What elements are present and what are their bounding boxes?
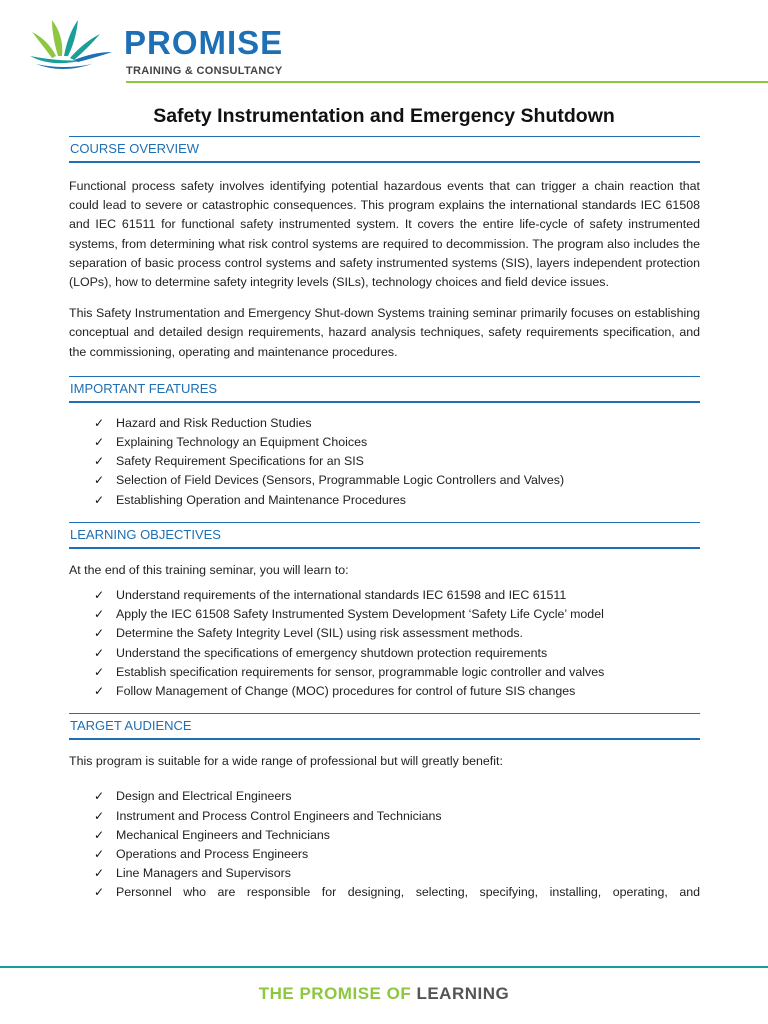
check-icon: ✓ xyxy=(94,847,105,862)
list-item: ✓ Operations and Process Engineers xyxy=(94,845,700,864)
brand-name: PROMISE xyxy=(124,24,284,61)
list-item: ✓ Understand requirements of the international standards IEC 61598 and IEC 61511 xyxy=(94,586,700,605)
section-heading-course-overview: COURSE OVERVIEW xyxy=(69,136,700,163)
list-item: ✓ Line Managers and Supervisors xyxy=(94,864,700,883)
section-heading-target-audience: TARGET AUDIENCE xyxy=(69,713,700,740)
section-heading-important-features: IMPORTANT FEATURES xyxy=(69,376,700,403)
footer-divider xyxy=(0,966,768,968)
check-icon: ✓ xyxy=(94,827,105,842)
footer-slogan-part1: THE PROMISE OF xyxy=(258,984,412,1003)
objectives-intro: At the end of this training seminar, you will learn to: xyxy=(69,562,349,577)
check-icon: ✓ xyxy=(94,866,105,881)
check-icon: ✓ xyxy=(94,435,105,450)
audience-list xyxy=(69,787,700,902)
check-icon: ✓ xyxy=(94,454,105,469)
lotus-logo-icon xyxy=(22,12,122,78)
check-icon: ✓ xyxy=(94,664,105,679)
page-title: Safety Instrumentation and Emergency Shutdown xyxy=(153,105,615,127)
check-icon: ✓ xyxy=(94,607,105,622)
list-item: ✓ Instrument and Process Control Engineers and Technicians xyxy=(94,807,700,826)
check-icon: ✓ xyxy=(94,789,105,804)
page-header xyxy=(0,0,768,84)
footer-slogan-part2: LEARNING xyxy=(416,984,510,1003)
check-icon: ✓ xyxy=(94,645,105,660)
list-item: ✓ Follow Management of Change (MOC) procedures for control of future SIS changes xyxy=(94,682,700,701)
course-content xyxy=(69,136,700,903)
list-item: ✓ Determine the Safety Integrity Level (SIL) using risk assessment methods. xyxy=(94,624,700,643)
check-icon: ✓ xyxy=(94,684,105,699)
check-icon: ✓ xyxy=(94,415,105,430)
list-item: ✓ Personnel who are responsible for designing, selecting, specifying, installing, operating, and xyxy=(94,883,700,902)
list-item: ✓ Establishing Operation and Maintenance Procedures xyxy=(94,491,700,510)
check-icon: ✓ xyxy=(94,885,105,900)
list-item: ✓ Explaining Technology an Equipment Choices xyxy=(94,433,700,452)
list-item: ✓ Establish specification requirements for sensor, programmable logic controller and valves xyxy=(94,663,700,682)
header-divider xyxy=(126,81,768,83)
footer-slogan xyxy=(0,984,768,1004)
overview-paragraph: Functional process safety involves identifying potential hazardous events that can trigger a chain reaction that could lead to severe or catastrophic consequences. This program explains the international standards IEC 61508 and IEC 61511 for functional safety instrumented system. It covers the entire life-cycle of safety instrumented systems, from determining what risk control systems are required to decommission. The program also includes the separation of basic process control systems and safety instrumented systems (SIS), layers independent protection (LOPs), how to determine safety integrity levels (SILs), technology choices and field device issues. xyxy=(69,179,700,290)
list-item: ✓ Design and Electrical Engineers xyxy=(94,787,700,806)
section-heading-learning-objectives: LEARNING OBJECTIVES xyxy=(69,522,700,549)
objectives-list xyxy=(69,586,700,701)
list-item: ✓ Hazard and Risk Reduction Studies xyxy=(94,414,700,433)
brand-tagline: TRAINING & CONSULTANCY xyxy=(126,65,283,77)
audience-intro: This program is suitable for a wide range of professional but will greatly benefit: xyxy=(69,754,503,769)
list-item: ✓ Understand the specifications of emergency shutdown protection requirements xyxy=(94,644,700,663)
check-icon: ✓ xyxy=(94,588,105,603)
list-item: ✓ Safety Requirement Specifications for an SIS xyxy=(94,452,700,471)
check-icon: ✓ xyxy=(94,808,105,823)
list-item: ✓ Mechanical Engineers and Technicians xyxy=(94,826,700,845)
check-icon: ✓ xyxy=(94,473,105,488)
check-icon: ✓ xyxy=(94,492,105,507)
list-item: ✓ Selection of Field Devices (Sensors, Programmable Logic Controllers and Valves) xyxy=(94,471,700,490)
list-item: ✓ Apply the IEC 61508 Safety Instrumented System Development ‘Safety Life Cycle’ model xyxy=(94,605,700,624)
overview-paragraph: This Safety Instrumentation and Emergency Shut-down Systems training seminar primarily focuses on establishing conceptual and detailed design requirements, hazard analysis techniques, safety requirements specification, and the commissioning, operating and maintenance procedures. xyxy=(69,306,700,359)
check-icon: ✓ xyxy=(94,626,105,641)
features-list xyxy=(69,414,700,510)
